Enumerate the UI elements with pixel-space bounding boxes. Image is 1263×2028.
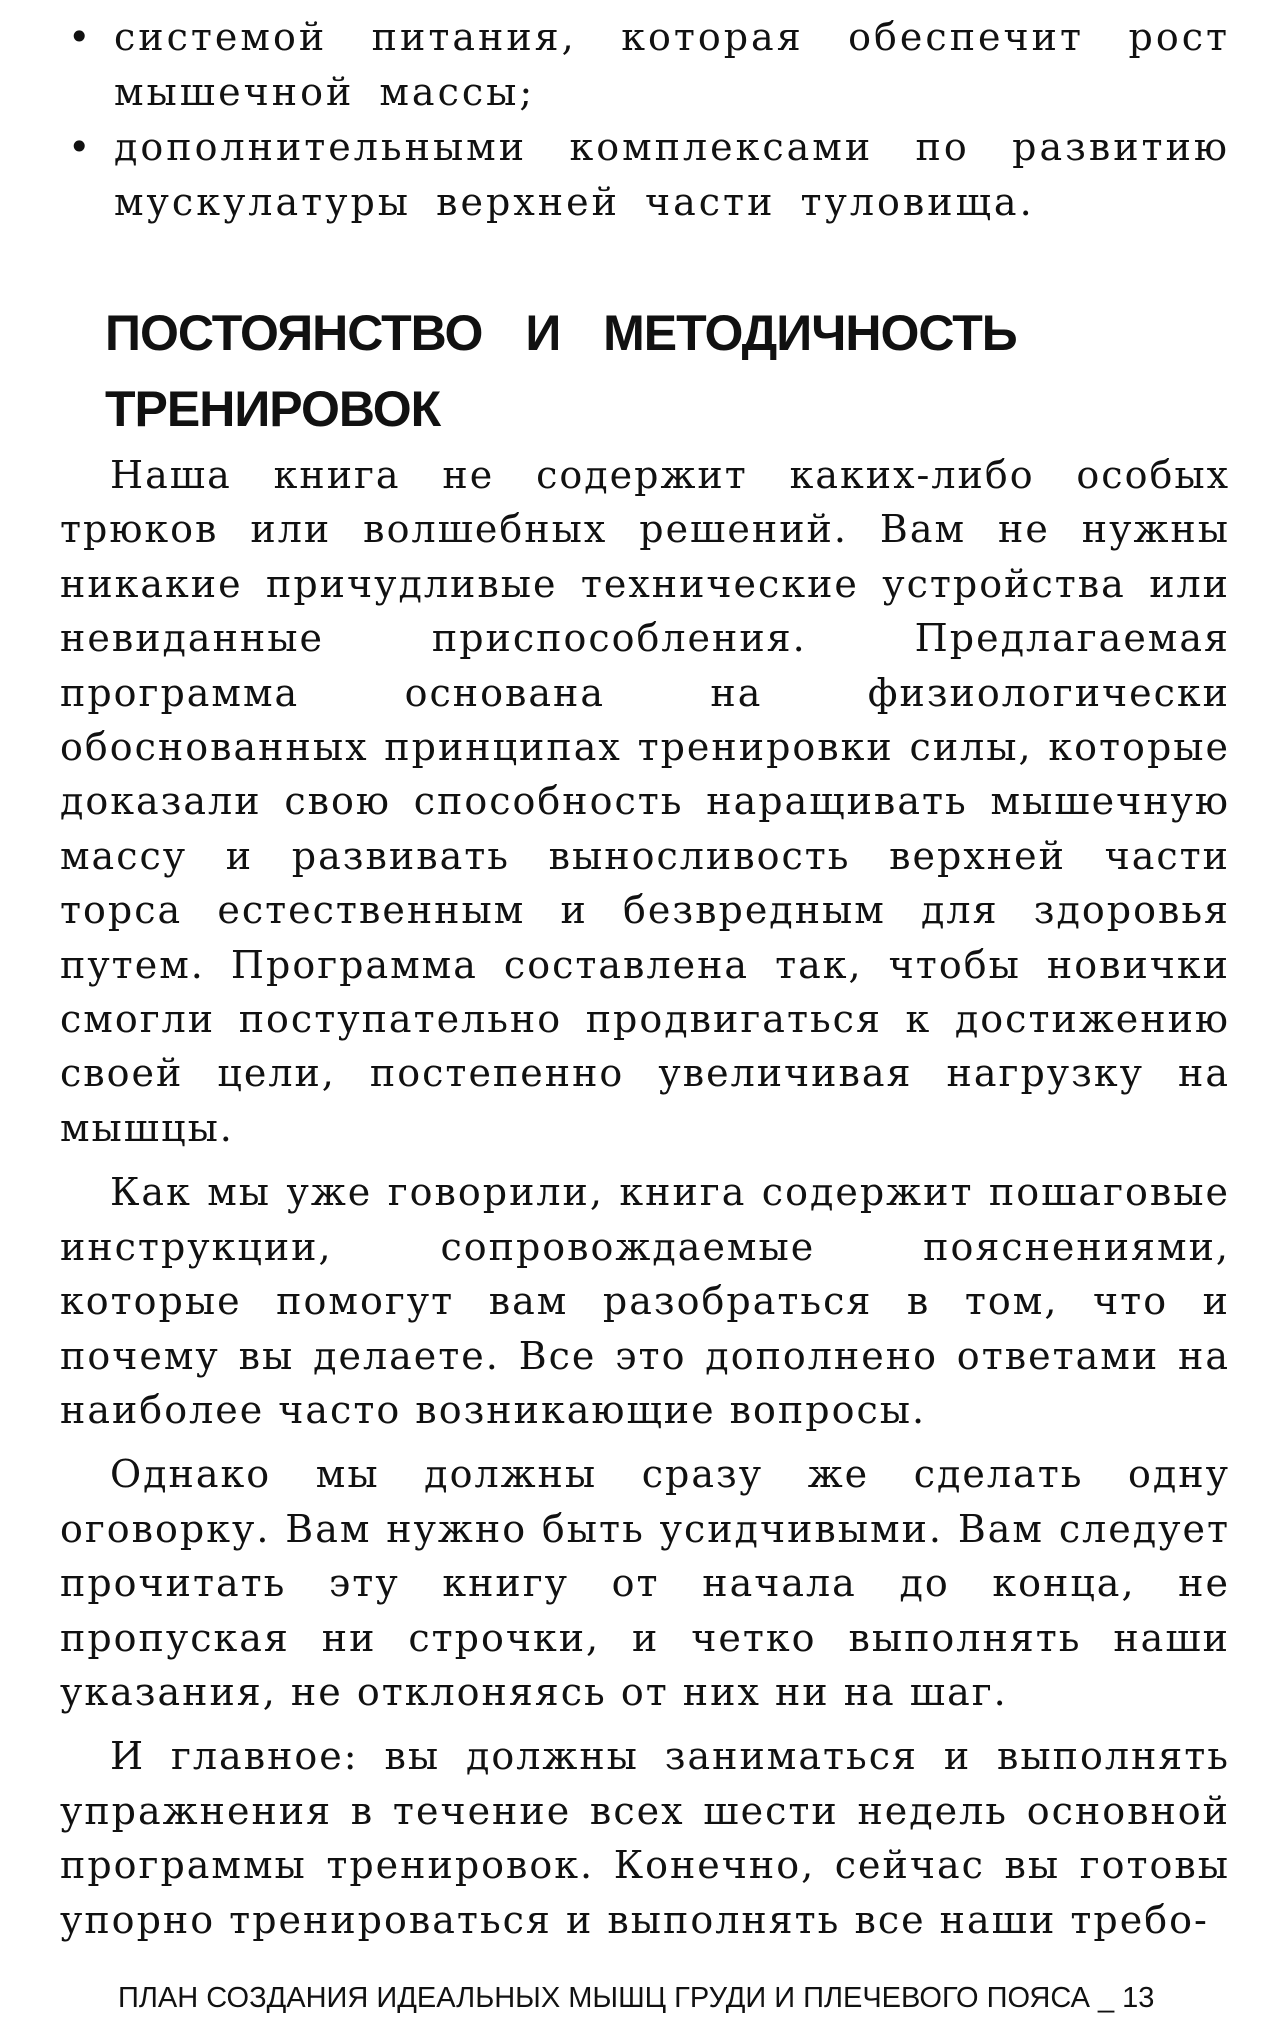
page-number: 13	[1122, 1982, 1155, 2014]
list-item-text: дополнительными комплексами по развитию мускулатуры верхней части туловища.	[114, 125, 1230, 224]
list-item	[60, 120, 1230, 230]
paragraph: Наша книга не содержит каких-либо особых трюков или волшебных решений. Вам не нужны никакие причудливые технические устройства или невиданные приспособления. Предлагаемая программа основана на физиологически обоснованных принципах тренировки силы, которые доказали свою способность наращивать мышечную массу и развивать выносливость верхней части торса естественным и безвредным для здоровья путем. Программа составлена так, чтобы новички смогли поступательно продвигаться к достижению своей цели, постепенно увеличивая нагрузку на мышцы.	[60, 453, 1230, 1150]
paragraph: Как мы уже говорили, книга содержит пошаговые инструкции, сопровождаемые пояснениями, которые помогут вам разобраться в том, что и почему вы делаете. Все это дополнено ответами на наиболее часто возникающие вопросы.	[60, 1170, 1230, 1432]
bullet-icon: •	[68, 15, 94, 59]
footer-separator: _	[1098, 1982, 1115, 2014]
bullet-icon: •	[68, 125, 94, 169]
list-item-text: системой питания, которая обеспечит рост мышечной массы;	[114, 15, 1230, 114]
paragraph: Однако мы должны сразу же сделать одну оговорку. Вам нужно быть усидчивыми. Вам следует прочитать эту книгу от начала до конца, не пропуская ни строчки, и четко выполнять наши указания, не отклоняясь от них ни на шаг.	[60, 1452, 1230, 1714]
paragraph: И главное: вы должны заниматься и выполнять упражнения в течение всех шести недель основной программы тренировок. Конечно, сейчас вы готовы упорно тренироваться и выполнять все наши требо-	[60, 1734, 1230, 1942]
list-item	[60, 10, 1230, 120]
page-footer	[118, 1980, 1218, 2016]
running-title: ПЛАН СОЗДАНИЯ ИДЕАЛЬНЫХ МЫШЦ ГРУДИ И ПЛЕЧЕВОГО ПОЯСА	[118, 1982, 1091, 2014]
bullet-list	[60, 10, 1230, 230]
section-heading: ПОСТОЯНСТВО И МЕТОДИЧНОСТЬ ТРЕНИРОВОК	[105, 305, 1017, 437]
section-body	[60, 448, 1230, 1957]
